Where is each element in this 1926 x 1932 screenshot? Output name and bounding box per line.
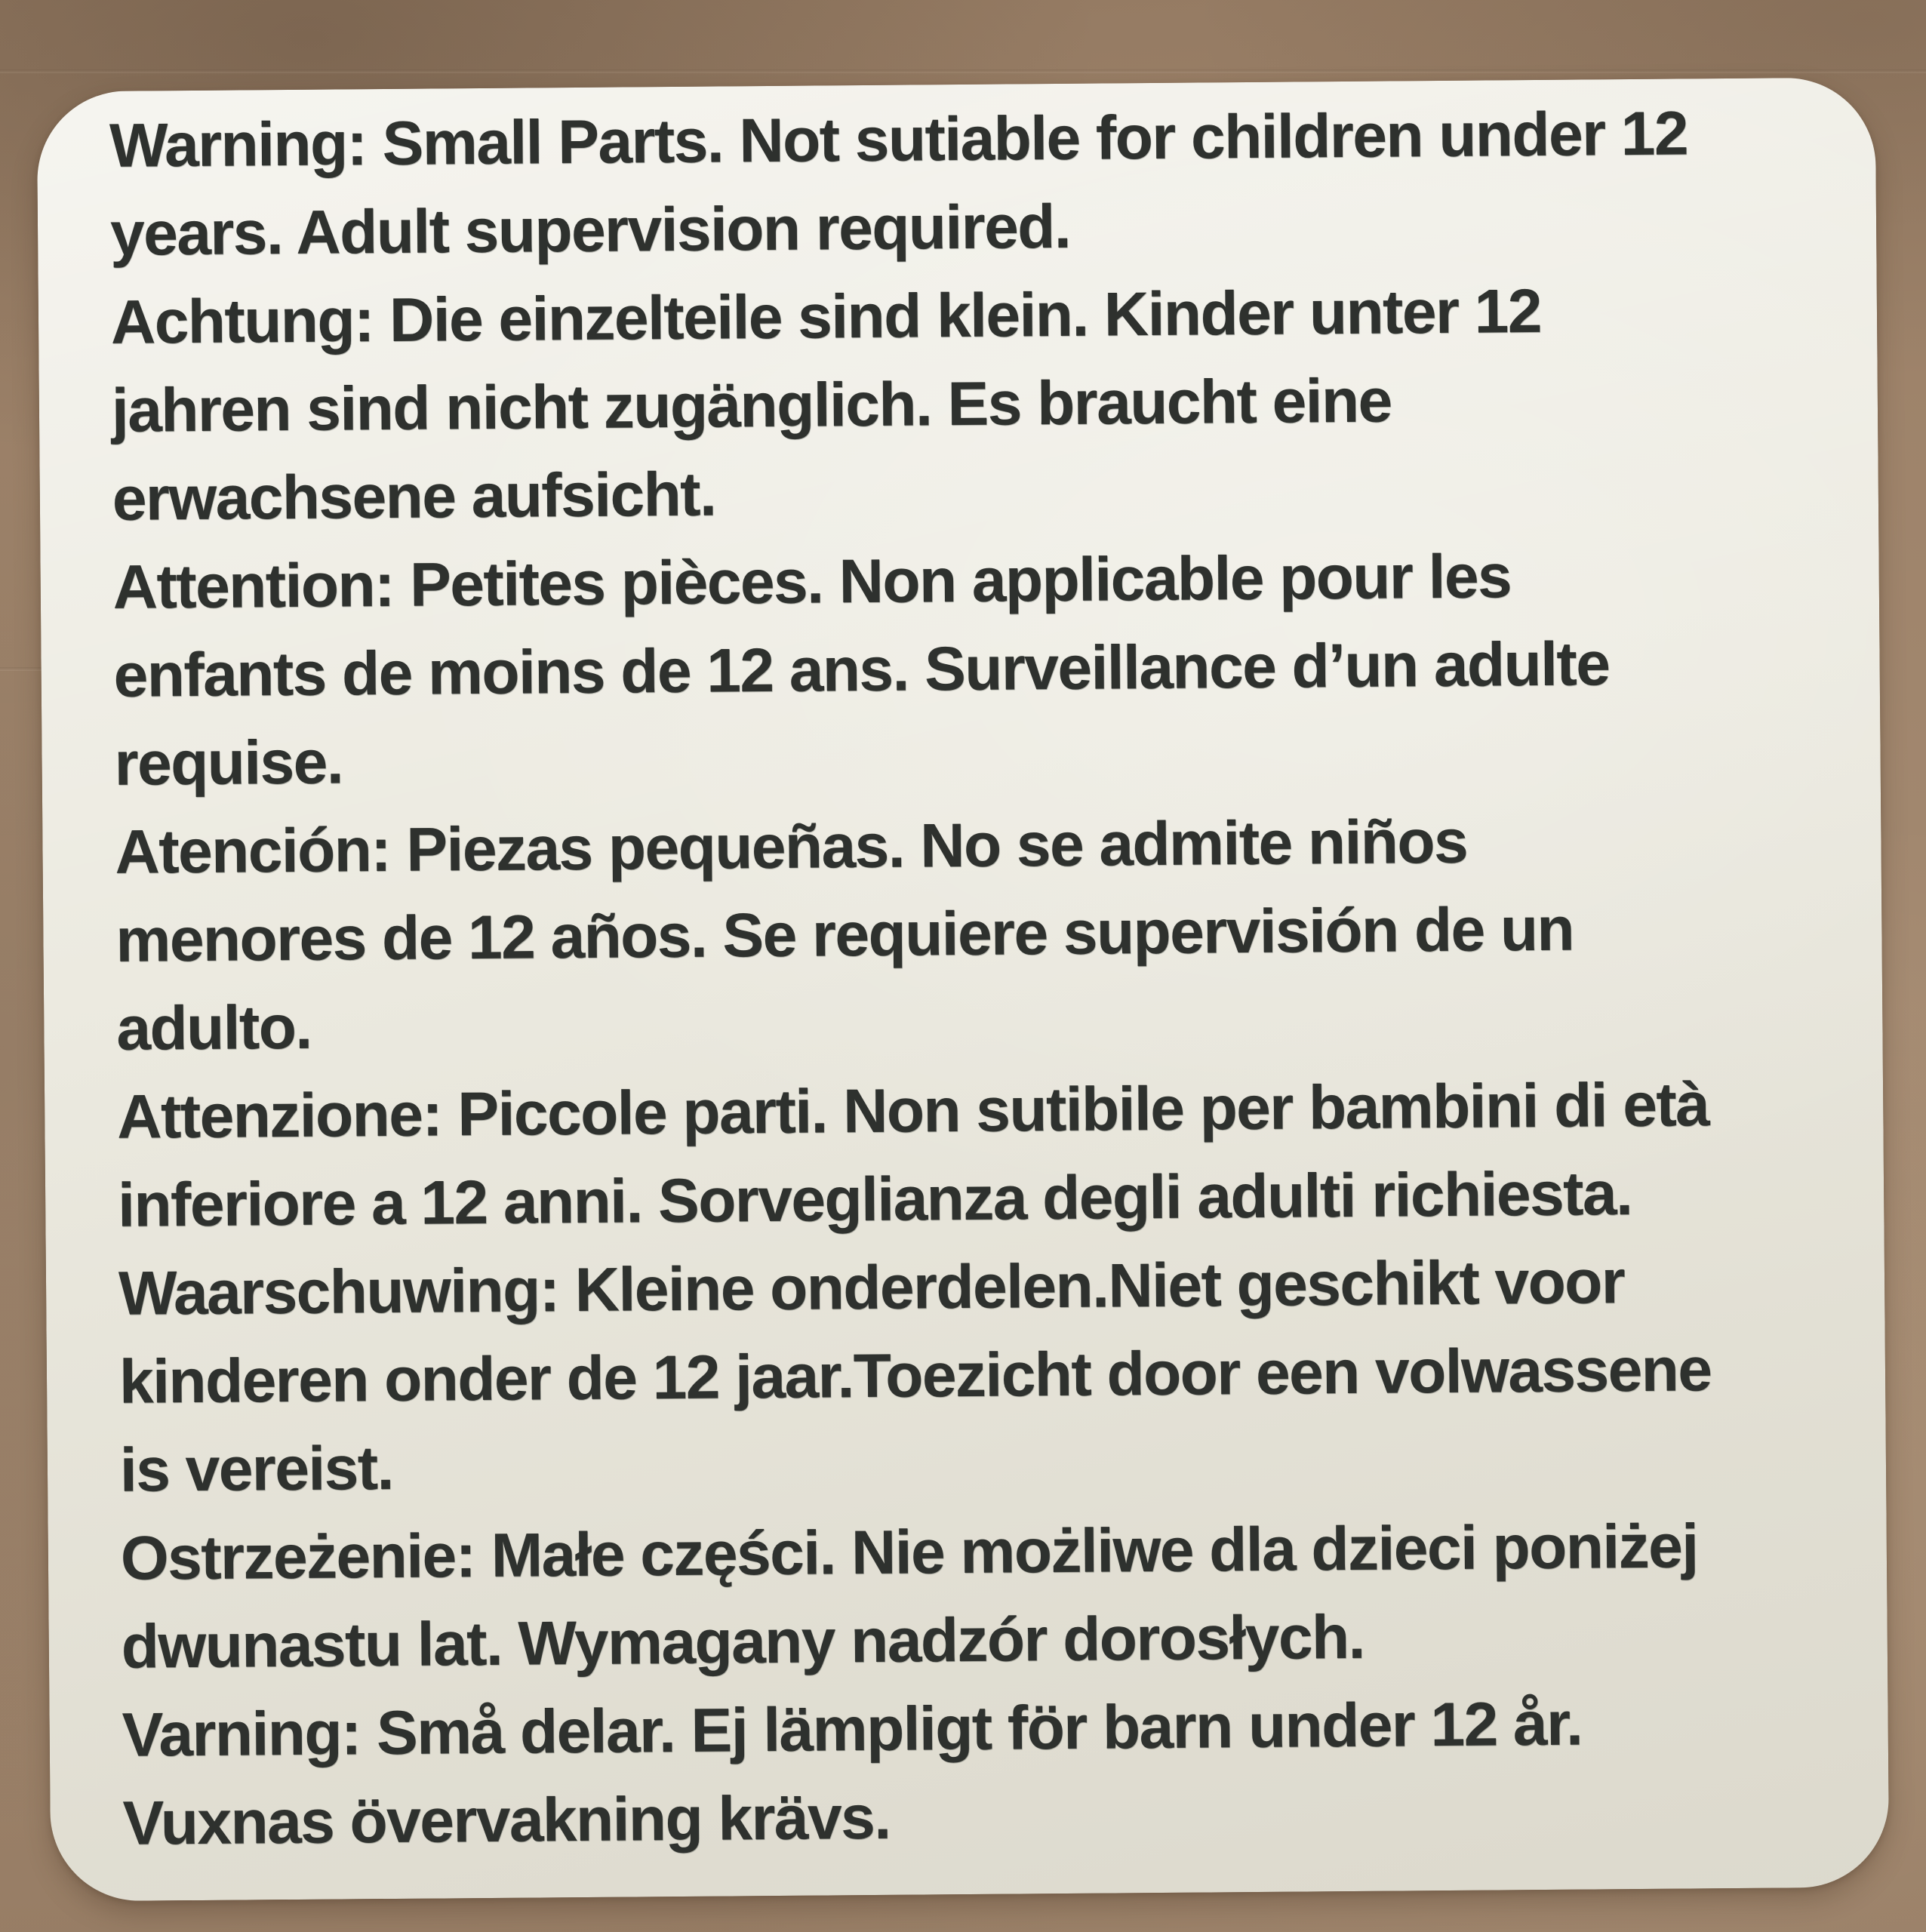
warning-line: years. Adult supervision required.: [109, 192, 1071, 269]
warning-line: Attenzione: Piccole parti. Non sutibile per bambini di età: [116, 1070, 1709, 1152]
warning-line: adulto.: [116, 992, 312, 1063]
warning-line: Achtung: Die einzelteile sind klein. Kinder unter 12: [110, 276, 1542, 357]
warning-line: inferiore a 12 anni. Sorveglianza degli adulti richiesta.: [117, 1159, 1632, 1240]
warning-line: Warning: Small Parts. Not sutiable for children under 12: [109, 99, 1688, 180]
warning-text: [37, 77, 1889, 1868]
warning-line: Vuxnas övervakning krävs.: [122, 1783, 891, 1858]
warning-line: Varning: Små delar. Ej lämpligt för barn under 12 år.: [122, 1689, 1583, 1770]
warning-line: is vereist.: [119, 1433, 394, 1505]
warning-line: Ostrzeżenie: Małe części. Nie możliwe dla dzieci poniżej: [120, 1512, 1698, 1593]
warning-line: requise.: [114, 728, 343, 798]
warning-line: jahren sind nicht zugänglich. Es braucht eine: [111, 366, 1392, 445]
warning-line: enfants de moins de 12 ans. Surveillance d’un adulte: [113, 629, 1610, 710]
warning-line: dwunastu lat. Wymagany nadzór dorosłych.: [121, 1602, 1365, 1681]
warning-line: Atención: Piezas pequeñas. No se admite niños: [115, 807, 1468, 887]
warning-line: kinderen onder de 12 jaar.Toezicht door een volwassene: [118, 1335, 1712, 1417]
warning-line: erwachsene aufsicht.: [112, 460, 716, 534]
warning-line: Attention: Petites pièces. Non applicable pour les: [112, 542, 1512, 622]
warning-line: Waarschuwing: Kleine onderdelen.Niet geschikt voor: [118, 1247, 1625, 1328]
cardboard-crease: [0, 69, 1926, 73]
warning-line: menores de 12 años. Se requiere supervisión de un: [115, 894, 1574, 975]
warning-label-sticker: [37, 77, 1890, 1901]
